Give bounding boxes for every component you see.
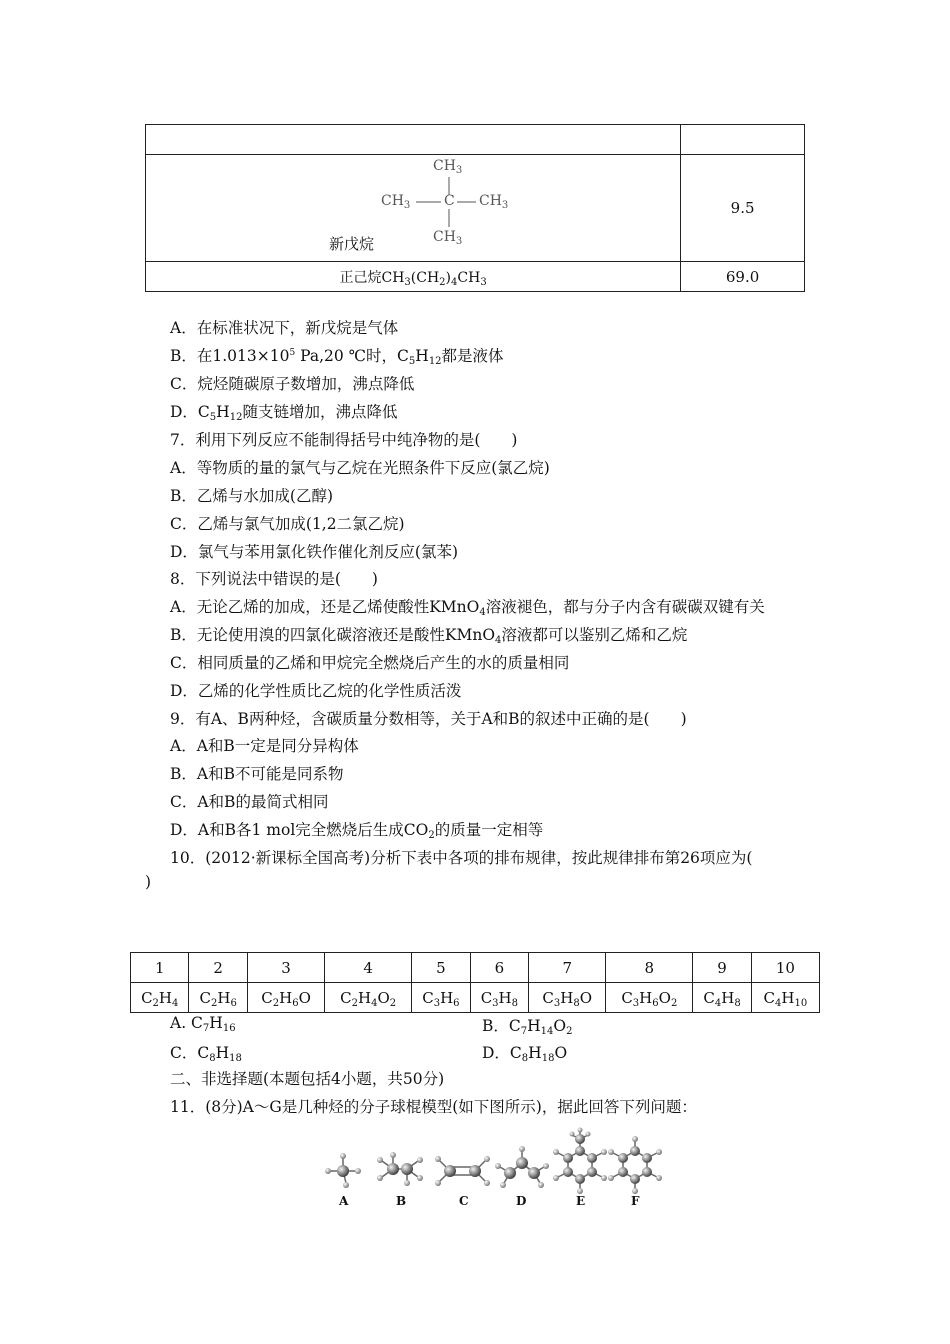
model-f-benzene <box>608 1136 662 1194</box>
seq-index: 2 <box>189 953 247 983</box>
neopentane-value: 9.5 <box>681 155 805 262</box>
sequence-table <box>130 952 820 1013</box>
model-label-a: A <box>339 1194 349 1208</box>
model-label-b: B <box>396 1194 407 1208</box>
seq-index: 3 <box>247 953 324 983</box>
q6-option-b: B．在$1.013\times 10^5$ Pa,20 ℃时，$C_5H_{12}$都是液体 <box>170 347 504 367</box>
model-a-methane <box>325 1153 361 1188</box>
seq-formula: $C_3H_8$ <box>470 983 528 1013</box>
seq-formula: $C_2H_4$ <box>131 983 189 1013</box>
q9-option-d: D．A和B各1 mol完全燃烧后生成$CO_2$的质量一定相等 <box>170 821 544 841</box>
q7-option-c: C．乙烯与氯气加成(1,2二氯乙烷) <box>170 515 405 533</box>
model-label-c: C <box>459 1194 469 1208</box>
q10-option-b: B．$C_7H_{14}O_2$ <box>482 1017 573 1037</box>
q10-stem: 10．(2012·新课标全国高考)分析下表中各项的排布规律，按此规律排布第26项应为( <box>170 849 753 867</box>
model-e-ring <box>553 1128 607 1195</box>
q10-option-a: A. $C_7H_{16}$ <box>170 1014 236 1034</box>
methyl-left: $CH_3$ <box>381 193 411 211</box>
model-b-ethane <box>377 1152 423 1186</box>
neopentane-cell <box>146 155 681 262</box>
q7-option-d: D．氯气与苯用氯化铁作催化剂反应(氯苯) <box>170 543 459 561</box>
model-c-ethylene <box>435 1156 490 1186</box>
q9-stem: 9．有A、B两种烃，含碳质量分数相等，关于A和B的叙述中正确的是( ) <box>170 710 687 728</box>
q10-stem-cont: ) <box>145 873 152 891</box>
seq-formula: $C_4H_{10}$ <box>751 983 819 1013</box>
q8-option-a: A．无论乙烯的加成，还是乙烯使酸性KMnO$_4$溶液褪色，都与分子内含有碳碳双键有关 <box>170 598 765 618</box>
neopentane-label: 新戊烷 <box>329 235 375 253</box>
methyl-right: $CH_3$ <box>479 193 509 211</box>
q9-option-c: C．A和B的最简式相同 <box>170 793 329 811</box>
q7-stem: 7．利用下列反应不能制得括号中纯净物的是( ) <box>170 431 518 449</box>
table-header-cell <box>681 125 805 155</box>
model-d-molecule <box>495 1146 549 1188</box>
seq-index: 6 <box>470 953 528 983</box>
q6-option-a: A．在标准状况下，新戊烷是气体 <box>170 319 399 337</box>
neopentane-structure <box>146 155 681 262</box>
q7-option-b: B．乙烯与水加成(乙醇) <box>170 487 333 505</box>
seq-index: 9 <box>693 953 751 983</box>
section-heading: 二、非选择题(本题包括4小题，共50分) <box>170 1070 445 1088</box>
seq-index: 5 <box>412 953 470 983</box>
q8-stem: 8．下列说法中错误的是( ) <box>170 570 378 588</box>
model-label-d: D <box>516 1194 527 1208</box>
seq-formula: $C_4H_8$ <box>693 983 751 1013</box>
seq-formula: $C_3H_8O$ <box>529 983 606 1013</box>
seq-formula: $C_3H_6$ <box>412 983 470 1013</box>
seq-index: 7 <box>529 953 606 983</box>
q8-option-c: C．相同质量的乙烯和甲烷完全燃烧后产生的水的质量相同 <box>170 654 570 672</box>
seq-index: 8 <box>606 953 693 983</box>
hexane-value: 69.0 <box>681 262 805 292</box>
seq-index: 1 <box>131 953 189 983</box>
seq-formula: $C_2H_6O$ <box>247 983 324 1013</box>
boiling-point-table <box>145 124 805 292</box>
q6-option-c: C．烷烃随碳原子数增加，沸点降低 <box>170 375 415 393</box>
seq-formula: $C_2H_4O_2$ <box>325 983 412 1013</box>
methyl-bottom: $CH_3$ <box>433 229 463 247</box>
q10-option-d: D．$C_8H_{18}O$ <box>482 1044 568 1064</box>
seq-formula: $C_3H_6O_2$ <box>606 983 693 1013</box>
methyl-top: $CH_3$ <box>433 158 463 176</box>
q9-option-b: B．A和B不可能是同系物 <box>170 765 344 783</box>
q8-option-d: D．乙烯的化学性质比乙烷的化学性质活泼 <box>170 682 462 700</box>
central-carbon: C <box>444 193 455 209</box>
q11-stem: 11．(8分)A～G是几种烃的分子球棍模型(如下图所示)，据此回答下列问题： <box>170 1098 697 1116</box>
ball-stick-models <box>310 1125 670 1210</box>
seq-index: 10 <box>751 953 819 983</box>
table-header-cell <box>146 125 681 155</box>
seq-formula: $C_2H_6$ <box>189 983 247 1013</box>
q9-option-a: A．A和B一定是同分异构体 <box>170 737 359 755</box>
seq-index: 4 <box>325 953 412 983</box>
q7-option-a: A．等物质的量的氯气与乙烷在光照条件下反应(氯乙烷) <box>170 459 550 477</box>
q6-option-d: D．$C_5H_{12}$随支链增加，沸点降低 <box>170 403 398 423</box>
model-label-f: F <box>631 1194 640 1208</box>
hexane-label: 正己烷$CH_3(CH_2)_4CH_3$ <box>146 262 681 292</box>
q10-option-c: C．$C_8H_{18}$ <box>170 1044 242 1064</box>
model-label-e: E <box>576 1194 586 1208</box>
q8-option-b: B．无论使用溴的四氯化碳溶液还是酸性KMnO$_4$溶液都可以鉴别乙烯和乙烷 <box>170 626 688 646</box>
